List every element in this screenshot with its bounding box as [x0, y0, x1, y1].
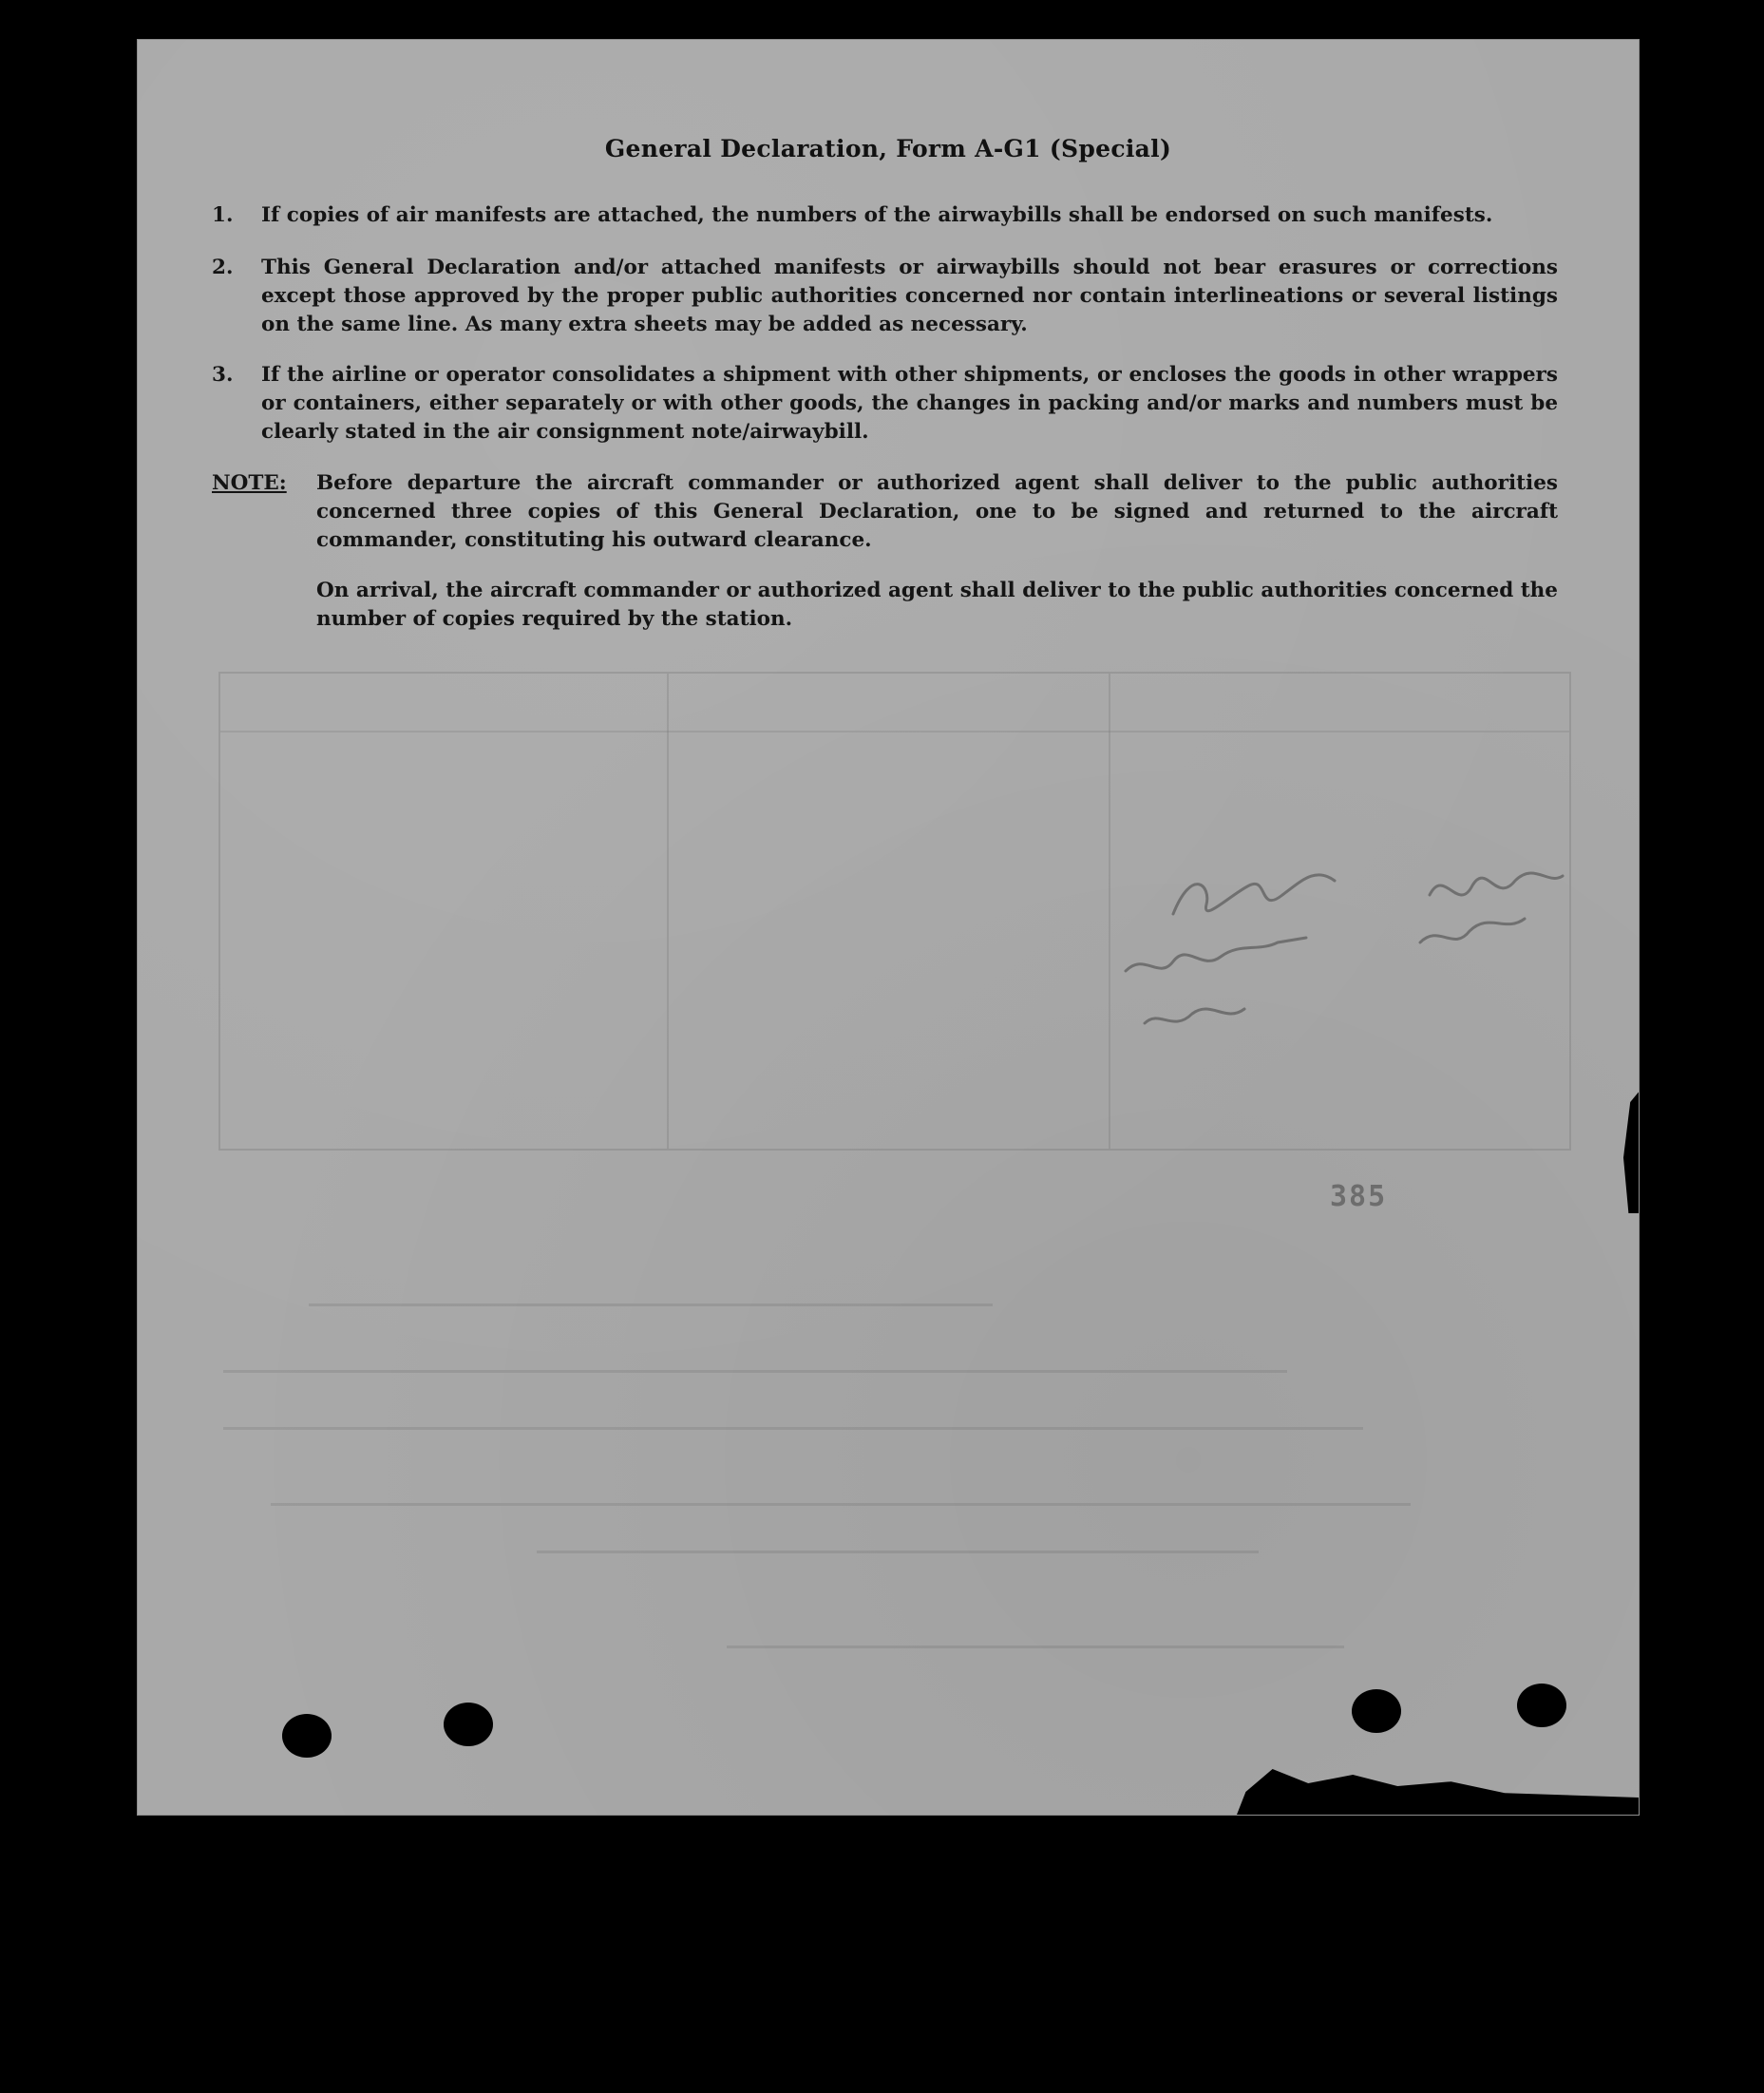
- show-through-text-line: [223, 1370, 1287, 1373]
- note-paragraph: On arrival, the aircraft commander or authorized agent shall deliver to the public authorities concerned the number of copies required by the station.: [316, 579, 1558, 631]
- show-through-text-line: [537, 1551, 1259, 1553]
- show-through-text-line: [271, 1503, 1411, 1506]
- item-number: 2.: [212, 256, 234, 279]
- show-through-text-line: [727, 1646, 1344, 1648]
- torn-paper-edge: [1623, 1090, 1639, 1213]
- show-through-text-line: [309, 1303, 993, 1306]
- item-number: 1.: [212, 203, 234, 227]
- item-text: This General Declaration and/or attached manifests or airwaybills should not bear erasures or corrections except those approved by the proper public authorities concerned nor contain interlineations or several listings on the same line. As many extra sheets may be added as necessary.: [261, 256, 1558, 336]
- item-number: 3.: [212, 363, 234, 387]
- note-label: NOTE:: [212, 471, 287, 495]
- item-text: If the airline or operator consolidates a shipment with other shipments, or encloses the goods in other wrappers or containers, either separately or with other goods, the changes in packing and/or marks and numbers must be clearly stated in the air consignment note/airwaybill.: [261, 363, 1558, 444]
- document-page: [138, 40, 1639, 1815]
- torn-paper-edge: [1192, 1758, 1639, 1815]
- page-stamp-number: 385: [1330, 1180, 1388, 1213]
- punch-hole-icon: [444, 1703, 493, 1746]
- note-paragraph: Before departure the aircraft commander or authorized agent shall deliver to the public authorities concerned three copies of this General Declaration, one to be signed and returned to the aircraft commander, constituting his outward clearance.: [316, 471, 1558, 552]
- punch-hole-icon: [1517, 1684, 1566, 1727]
- page-title: General Declaration, Form A-G1 (Special): [604, 135, 1172, 162]
- handwritten-signature-icon: [1116, 828, 1572, 1066]
- punch-hole-icon: [1352, 1689, 1401, 1733]
- punch-hole-icon: [282, 1714, 332, 1758]
- show-through-text-line: [223, 1427, 1363, 1430]
- item-text: If copies of air manifests are attached, the numbers of the airwaybills shall be endorsed on such manifests.: [261, 203, 1493, 227]
